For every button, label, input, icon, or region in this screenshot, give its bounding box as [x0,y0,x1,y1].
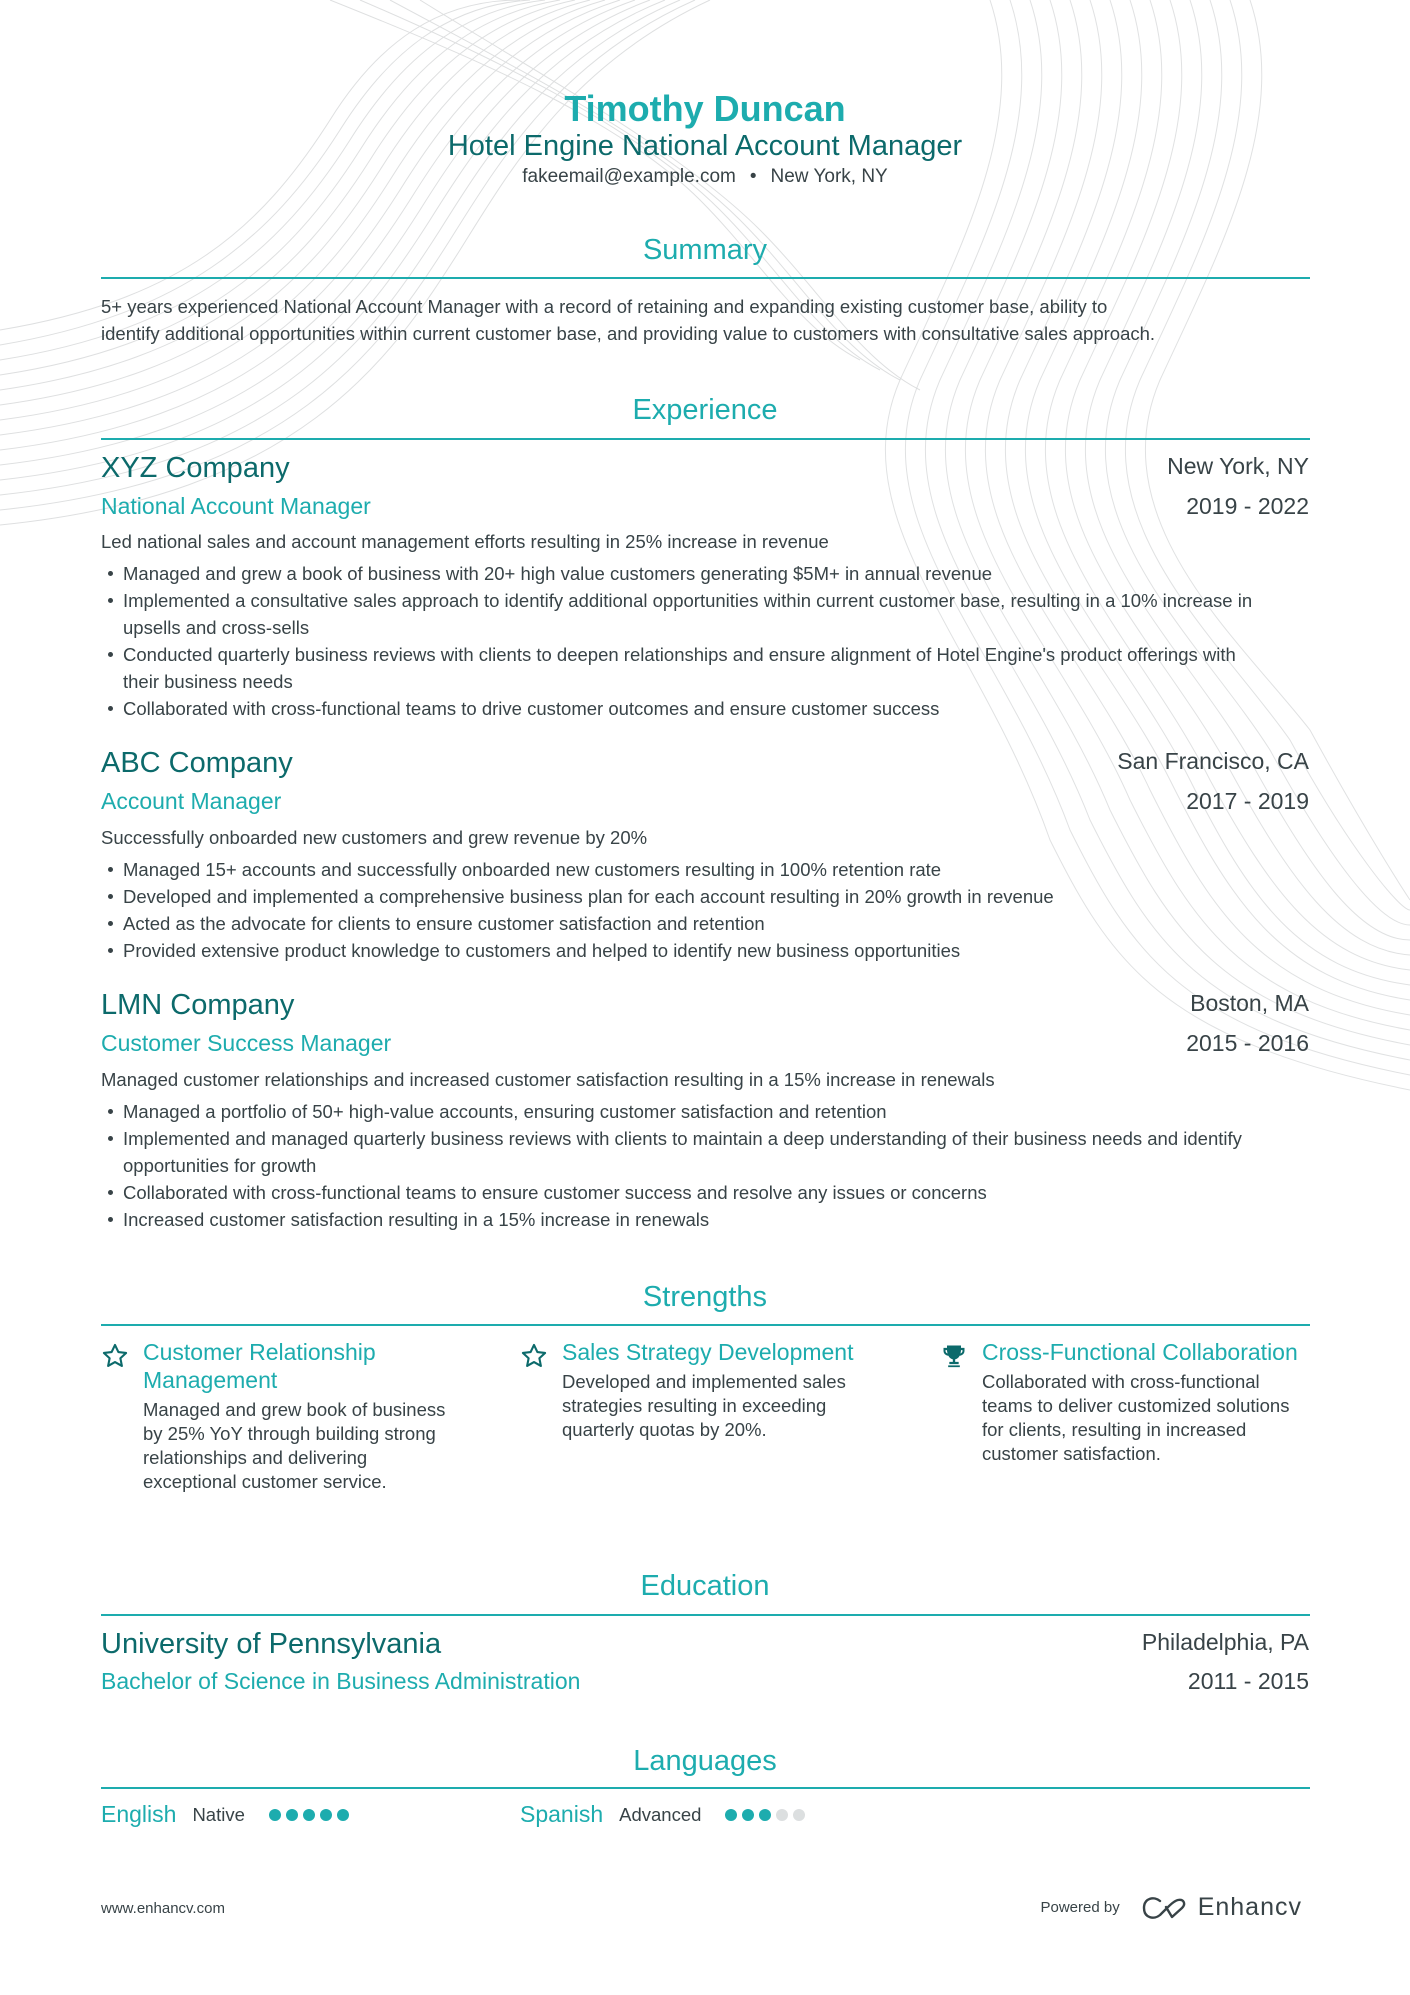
strength-title: Customer Relationship Management [143,1339,376,1393]
section-title-experience: Experience [632,394,778,426]
job-dates: 2015 - 2016 [1186,1030,1309,1056]
powered-by-label: Powered by [1040,1899,1120,1916]
job-summary: Led national sales and account management efforts resulting in 25% increase in revenue [101,531,829,552]
strength-title: Cross-Functional Collaboration [982,1339,1298,1365]
company-name: XYZ Company [101,452,290,484]
education-dates: 2011 - 2015 [1187,1668,1309,1694]
section-title-summary: Summary [642,234,768,266]
location-text: New York, NY [770,166,888,187]
enhancv-logo-icon [1140,1895,1188,1921]
job-role: Account Manager [101,788,282,814]
rating-dot-filled [269,1809,281,1821]
bullet-item: Managed a portfolio of 50+ high-value accounts, ensuring customer satisfaction and retention [101,1098,1310,1125]
company-name: LMN Company [101,989,295,1021]
job-location: San Francisco, CA [1117,748,1309,774]
section-title-languages: Languages [633,1745,777,1777]
email-link[interactable]: fakeemail@example.com [522,166,736,187]
website-link[interactable]: www.enhancv.com [101,1900,225,1917]
school-name: University of Pennsylvania [101,1628,442,1660]
degree-name: Bachelor of Science in Business Administration [101,1668,581,1694]
section-title-education: Education [640,1570,770,1602]
star-outline-icon [520,1342,548,1370]
summary-line-1: 5+ years experienced National Account Manager with a record of retaining and expanding existing customer base, ability to [101,296,1108,317]
section-divider [101,438,1310,440]
bullet-item: Collaborated with cross-functional teams to ensure customer success and resolve any issues or concerns [101,1179,1310,1206]
strength-item [520,1338,890,1442]
strength-description: Developed and implemented sales strategies resulting in exceeding quarterly quotas by 20%. [562,1371,846,1440]
bullet-item: Conducted quarterly business reviews with clients to deepen relationships and ensure alignment of Hotel Engine's product offerings with their business needs [101,641,1310,695]
section-divider [101,1324,1310,1326]
language-item [520,1801,805,1828]
rating-dot-filled [725,1809,737,1821]
strength-item [940,1338,1310,1466]
school-location: Philadelphia, PA [1141,1629,1309,1655]
trophy-icon [940,1342,968,1370]
summary-line-2: identify additional opportunities within current customer base, and providing value to customers with consultative sales approach. [101,323,1156,344]
brand-name: Enhancv [1197,1893,1302,1921]
contact-separator: • [749,166,757,187]
rating-dot-filled [759,1809,771,1821]
language-rating [269,1809,349,1821]
job-dates: 2017 - 2019 [1186,788,1309,814]
enhancv-logo[interactable] [1140,1893,1302,1922]
candidate-title: Hotel Engine National Account Manager [447,130,963,162]
company-name: ABC Company [101,747,293,779]
rating-dot-filled [303,1809,315,1821]
rating-dot-empty [793,1809,805,1821]
job-location: New York, NY [1167,453,1309,479]
bullet-item: Implemented a consultative sales approach to identify additional opportunities within current customer base, resulting in a 10% increase in upsells and cross-sells [101,587,1310,641]
powered-by [1040,1893,1302,1922]
section-divider [101,1614,1310,1616]
rating-dot-filled [286,1809,298,1821]
strength-description: Collaborated with cross-functional teams to deliver customized solutions for clients, resulting in increased customer satisfaction. [982,1371,1290,1464]
bullet-item: Developed and implemented a comprehensive business plan for each account resulting in 20% growth in revenue [101,883,1310,910]
star-outline-icon [101,1342,129,1370]
job-bullets [101,1098,1310,1233]
candidate-name: Timothy Duncan [564,88,846,129]
job-role: Customer Success Manager [101,1030,392,1056]
job-summary: Successfully onboarded new customers and grew revenue by 20% [101,827,648,848]
rating-dot-filled [742,1809,754,1821]
rating-dot-empty [776,1809,788,1821]
job-role: National Account Manager [101,493,371,519]
language-item [101,1801,349,1828]
language-level: Native [192,1803,245,1825]
bullet-item: Acted as the advocate for clients to ensure customer satisfaction and retention [101,910,1310,937]
strength-item [101,1338,471,1494]
language-rating [725,1809,805,1821]
contact-line [0,166,1410,188]
language-name: Spanish [520,1801,604,1827]
bullet-item: Implemented and managed quarterly business reviews with clients to maintain a deep understanding of their business needs and identify opportunities for growth [101,1125,1310,1179]
bullet-item: Provided extensive product knowledge to customers and helped to identify new business opportunities [101,937,1310,964]
bullet-item: Collaborated with cross-functional teams to drive customer outcomes and ensure customer success [101,695,1310,722]
rating-dot-filled [320,1809,332,1821]
section-divider [101,277,1310,279]
bullet-item: Managed and grew a book of business with 20+ high value customers generating $5M+ in annual revenue [101,560,1310,587]
language-level: Advanced [619,1803,702,1825]
strength-title: Sales Strategy Development [562,1339,854,1365]
bullet-item: Increased customer satisfaction resulting in a 15% increase in renewals [101,1206,1310,1233]
job-location: Boston, MA [1190,990,1309,1016]
language-name: English [101,1801,177,1827]
rating-dot-filled [337,1809,349,1821]
section-divider [101,1787,1310,1789]
strength-description: Managed and grew book of business by 25% YoY through building strong relationships and delivering exceptional customer service. [143,1399,446,1492]
job-bullets [101,560,1310,722]
section-title-strengths: Strengths [642,1281,768,1313]
job-dates: 2019 - 2022 [1186,493,1309,519]
bullet-item: Managed 15+ accounts and successfully onboarded new customers resulting in 100% retention rate [101,856,1310,883]
job-bullets [101,856,1310,964]
job-summary: Managed customer relationships and increased customer satisfaction resulting in a 15% increase in renewals [101,1069,995,1090]
